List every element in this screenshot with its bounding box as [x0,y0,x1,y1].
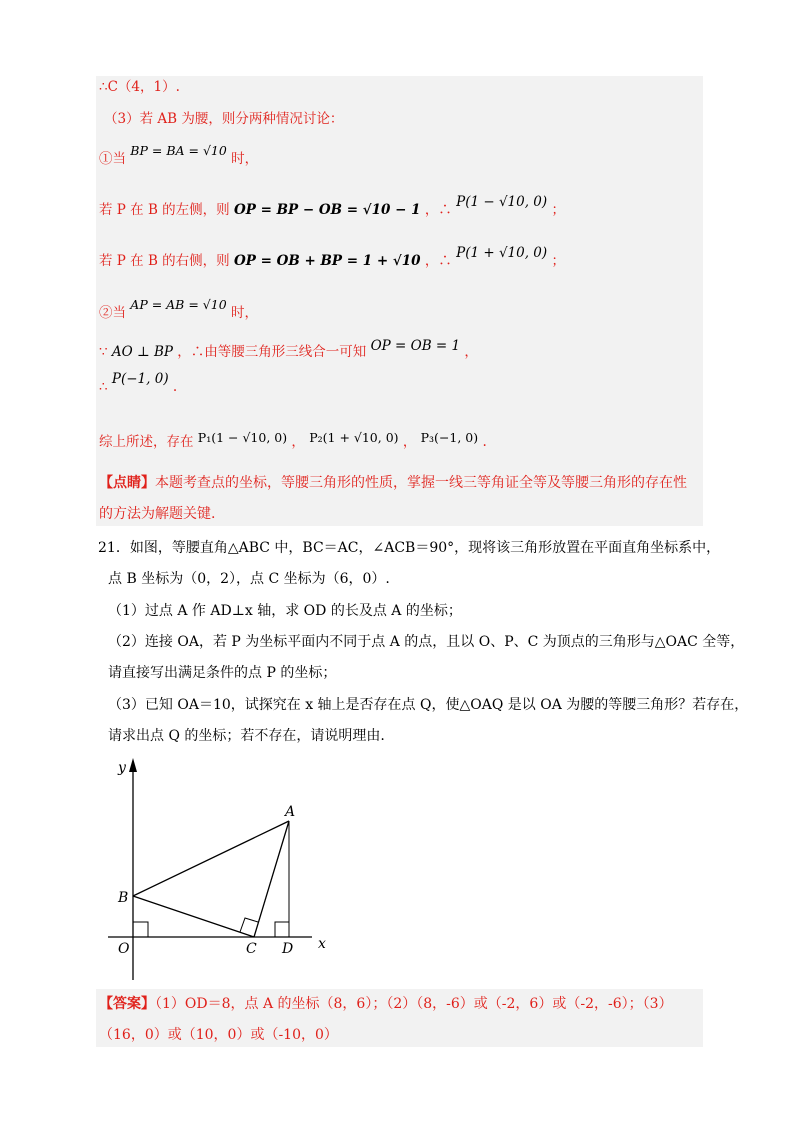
y-axis-arrow [129,758,137,772]
three-lines-text: ，∴由等腰三角形三线合一可知 [177,344,367,360]
question-line-6: （3）已知 OA＝10，试探究在 x 轴上是否存在点 Q，使△OAQ 是以 OA 为腰的等腰三角形？若存在， [108,697,749,713]
answer-line-2: （16，0）或（10，0）或（-10，0） [99,1027,338,1043]
answer-line-1 [99,995,673,1013]
left-side-text: 若 P 在 B 的左侧，则 [99,202,230,218]
label-y: y [118,760,126,776]
case-two-suffix: 时， [230,305,258,321]
math-op-left: OP = BP − OB = √10 − 1 [233,202,421,218]
therefore-right: ，∴ [424,253,452,269]
segment-bc [133,896,254,937]
point-p1: P₁(1 − √10, 0) [197,430,288,445]
point-minus-one: P(−1, 0) [111,371,169,387]
label-b: B [118,890,129,906]
comment-text-1: 本题考查点的坐标，等腰三角形的性质，掌握一线三等角证全等及等腰三角形的存在性 [155,475,687,491]
math-ao-perp-bp: AO ⊥ BP [111,344,173,360]
point-p2: P₂(1 + √10, 0) [309,430,399,445]
comment-tag: 【点睛】 [99,475,155,491]
label-a: A [285,804,296,820]
question-line-2: 点 B 坐标为（0，2），点 C 坐标为（6，0）. [108,571,390,587]
right-side-text: 若 P 在 B 的右侧，则 [99,253,230,269]
question-line-5: 请直接写出满足条件的点 P 的坐标； [108,665,337,681]
math-bp-ba: BP = BA = √10 [130,143,227,158]
answer-text-1: （1）OD＝8，点 A 的坐标（8，6）；（2）（8，-6）或（-2，6）或（-2，-6）；（3） [155,996,673,1012]
answer-tag: 【答案】 [99,996,155,1012]
label-d: D [282,941,294,957]
summary-text: 综上所述，存在 [99,434,194,450]
right-angle-o [133,922,148,937]
point-right: P(1 + √10, 0) [456,245,548,261]
period: . [172,379,178,395]
point-p3: P₃(−1, 0) [420,430,479,445]
semicolon-left: ； [551,202,565,218]
sep-2: ， [402,434,417,450]
right-angle-c [240,918,258,932]
semicolon-right: ； [551,253,565,269]
math-ap-ab: AP = AB = √10 [130,297,227,312]
label-x: x [318,936,326,952]
case-one-label: ①当 [99,151,126,167]
comma-end: ， [464,344,478,360]
comment-line-2: 的方法为解题关键. [99,506,216,522]
solution-line-1: ∴C（4，1）. [99,79,180,95]
math-op-ob: OP = OB = 1 [370,338,461,354]
therefore-symbol: ∴ [99,379,108,395]
summary-end: . [482,434,487,450]
question-line-7: 请求出点 Q 的坐标；若不存在，请说明理由. [108,728,385,744]
question-line-3: （1）过点 A 作 AD⊥x 轴，求 OD 的长及点 A 的坐标； [108,603,462,619]
segment-ba [133,821,289,896]
question-line-4: （2）连接 OA，若 P 为坐标平面内不同于点 A 的点，且以 O、P、C 为顶点的三角形与△OAC 全等， [108,634,745,650]
right-angle-d [275,922,289,937]
solution-line-2: （3）若 AB 为腰，则分两种情况讨论： [104,111,344,127]
sep-1: ， [291,434,305,450]
therefore-left: ，∴ [424,202,452,218]
question-line-1: 21．如图，等腰直角△ABC 中，BC＝AC，∠ACB＝90°，现将该三角形放置在平面直角坐标系中， [98,540,721,556]
point-left: P(1 − √10, 0) [456,194,548,210]
segment-ca [254,821,289,937]
math-op-right: OP = OB + BP = 1 + √10 [233,253,421,269]
label-c: C [246,941,257,957]
label-o: O [118,941,130,957]
case-two-label: ②当 [99,305,126,321]
case-one-suffix: 时， [231,151,259,167]
because-symbol: ∵ [99,344,108,360]
